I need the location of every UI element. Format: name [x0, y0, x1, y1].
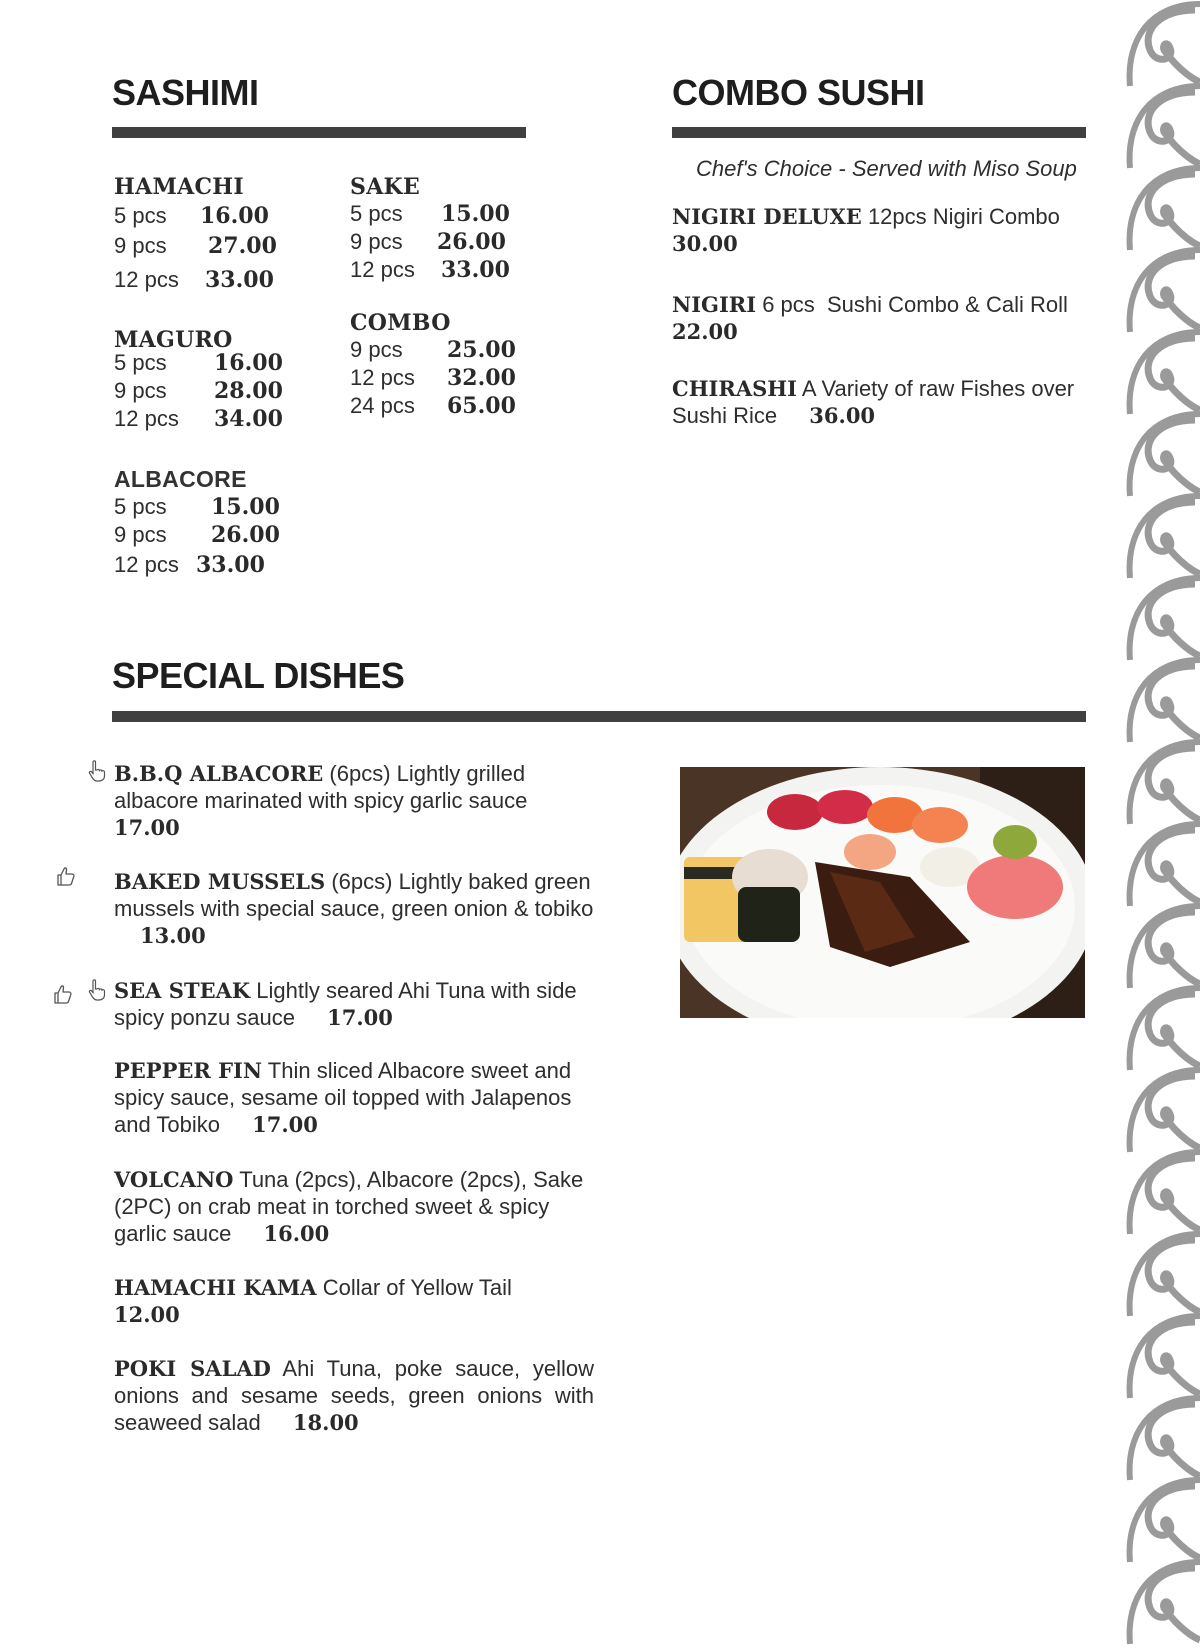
- qty: 12 pcs: [350, 365, 415, 390]
- group-name: COMBO: [350, 310, 451, 336]
- qty: 12 pcs: [114, 406, 179, 431]
- item-name: B.B.Q ALBACORE: [114, 761, 324, 786]
- item-desc: (6pcs) Lightly grilled albacore marinated with spicy garlic sauce: [114, 761, 528, 813]
- price: 27.00: [208, 233, 277, 259]
- wave-scallop: [1148, 748, 1200, 820]
- group-name: ALBACORE: [114, 466, 247, 492]
- wave-scallop: [1148, 1322, 1200, 1394]
- sashimi-title: SASHIMI: [112, 72, 259, 113]
- item-price: 18.00: [292, 1410, 359, 1435]
- qty: 9 pcs: [114, 378, 167, 403]
- item-price: 30.00: [672, 231, 738, 256]
- wave-scallop: [1148, 1076, 1200, 1148]
- price: 33.00: [196, 552, 265, 578]
- wave-scallop: [1148, 1486, 1200, 1558]
- price: 26.00: [437, 229, 506, 255]
- item-name: NIGIRI DELUXE: [672, 204, 862, 229]
- item-price: 13.00: [140, 923, 206, 948]
- wave-scallop: [1148, 10, 1200, 82]
- item-name: NIGIRI: [672, 292, 757, 317]
- wave-scallop: [1148, 584, 1200, 656]
- sashimi-group-maguro: [114, 327, 283, 433]
- price: 16.00: [214, 350, 283, 376]
- combo-item-chirashi: [672, 375, 1092, 429]
- price: 33.00: [441, 257, 510, 283]
- qty: 12 pcs: [114, 267, 179, 292]
- item-desc: Thin sliced Albacore sweet and spicy sauce, sesame oil topped with Jalapenos and Tobiko: [114, 1058, 572, 1137]
- item-price: 16.00: [263, 1221, 330, 1246]
- item-name: CHIRASHI: [672, 376, 797, 401]
- sashimi-rule: [112, 127, 526, 138]
- wave-scallop: [1148, 1568, 1200, 1640]
- item-name: PEPPER FIN: [114, 1058, 263, 1083]
- item-name: BAKED MUSSELS: [114, 869, 326, 894]
- special-item-hamachi-kama: [114, 1274, 594, 1328]
- combo-sushi-title: COMBO SUSHI: [672, 72, 925, 113]
- qty: 9 pcs: [114, 233, 167, 258]
- item-price: 22.00: [672, 319, 738, 344]
- item-desc: Lightly seared Ahi Tuna with side spicy ponzu sauce: [114, 978, 577, 1030]
- sushi-plate-photo: [680, 767, 1085, 1018]
- wave-scallop: [1148, 1158, 1200, 1230]
- wave-scallop: [1148, 1404, 1200, 1476]
- wave-scallop: [1148, 1240, 1200, 1312]
- wave-scallop: [1148, 174, 1200, 246]
- sashimi-group-combo: [350, 310, 516, 420]
- sashimi-group-hamachi: [114, 174, 277, 294]
- qty: 12 pcs: [114, 552, 179, 577]
- item-desc: (6pcs) Lightly baked green mussels with special sauce, green onion & tobiko: [114, 869, 594, 921]
- special-dishes-rule: [112, 711, 1086, 722]
- price: 28.00: [214, 378, 283, 404]
- special-item-sea-steak: [114, 977, 594, 1031]
- combo-item-nigiri-deluxe: [672, 203, 1092, 257]
- item-price: 12.00: [114, 1302, 180, 1327]
- price: 16.00: [200, 203, 269, 229]
- item-price: 17.00: [114, 815, 180, 840]
- special-dishes-title: SPECIAL DISHES: [112, 655, 405, 696]
- special-item-pepper-fin: [114, 1057, 594, 1138]
- wave-scallop: [1148, 420, 1200, 492]
- price: 25.00: [447, 337, 516, 363]
- group-name: MAGURO: [114, 327, 233, 353]
- qty: 12 pcs: [350, 257, 415, 282]
- item-desc: A Variety of raw Fishes over Sushi Rice: [672, 376, 1075, 428]
- item-price: 17.00: [252, 1112, 318, 1137]
- combo-sushi-rule: [672, 127, 1086, 138]
- item-name: POKI SALAD: [114, 1356, 271, 1381]
- price: 34.00: [214, 406, 283, 432]
- group-name: HAMACHI: [114, 174, 244, 200]
- hand-pointer-icon: [88, 978, 110, 1002]
- wave-scallop: [1148, 92, 1200, 164]
- item-name: VOLCANO: [114, 1167, 234, 1192]
- price: 15.00: [441, 201, 510, 227]
- wave-scallop: [1148, 502, 1200, 574]
- item-name: HAMACHI KAMA: [114, 1275, 317, 1300]
- special-item-baked-mussels: [114, 868, 594, 949]
- combo-sushi-subtitle: Chef's Choice - Served with Miso Soup: [696, 156, 1077, 181]
- item-price: 36.00: [809, 403, 876, 428]
- sashimi-group-sake: [350, 174, 510, 284]
- wave-scallop: [1148, 666, 1200, 738]
- item-desc: 12pcs Nigiri Combo: [867, 204, 1060, 229]
- price: 33.00: [205, 267, 274, 293]
- wave-scallop: [1148, 338, 1200, 410]
- qty: 9 pcs: [350, 337, 403, 362]
- sashimi-group-albacore: [114, 466, 280, 579]
- wave-border-decoration: [1120, 0, 1200, 1650]
- item-desc: Tuna (2pcs), Albacore (2pcs), Sake (2PC) on crab meat in torched sweet & spicy garlic sauce: [114, 1167, 584, 1246]
- qty: 5 pcs: [114, 350, 167, 375]
- item-desc: 6 pcs Sushi Combo & Cali Roll: [762, 292, 1068, 317]
- group-name: SAKE: [350, 174, 421, 200]
- thumbs-up-icon: [52, 982, 74, 1006]
- qty: 24 pcs: [350, 393, 415, 418]
- item-desc: Ahi Tuna, poke sauce, yellow onions and sesame seeds, green onions with seaweed salad: [114, 1356, 594, 1435]
- qty: 5 pcs: [114, 203, 167, 228]
- wave-scallop: [1148, 994, 1200, 1066]
- combo-item-nigiri: [672, 291, 1092, 345]
- price: 26.00: [211, 522, 280, 548]
- special-item-bbq-albacore: [114, 760, 594, 841]
- special-item-poki-salad: [114, 1355, 594, 1436]
- hand-pointer-icon: [88, 759, 110, 783]
- qty: 9 pcs: [350, 229, 403, 254]
- special-item-volcano: [114, 1166, 594, 1247]
- thumbs-up-icon: [55, 864, 77, 888]
- item-name: SEA STEAK: [114, 978, 251, 1003]
- price: 15.00: [211, 494, 280, 520]
- wave-scallop: [1148, 830, 1200, 902]
- item-price: 17.00: [327, 1005, 393, 1030]
- qty: 5 pcs: [350, 201, 403, 226]
- qty: 9 pcs: [114, 522, 167, 547]
- item-desc: Collar of Yellow Tail: [322, 1275, 512, 1300]
- price: 65.00: [447, 393, 516, 419]
- price: 32.00: [447, 365, 516, 391]
- wave-scallop: [1148, 912, 1200, 984]
- wave-scallop: [1148, 256, 1200, 328]
- qty: 5 pcs: [114, 494, 167, 519]
